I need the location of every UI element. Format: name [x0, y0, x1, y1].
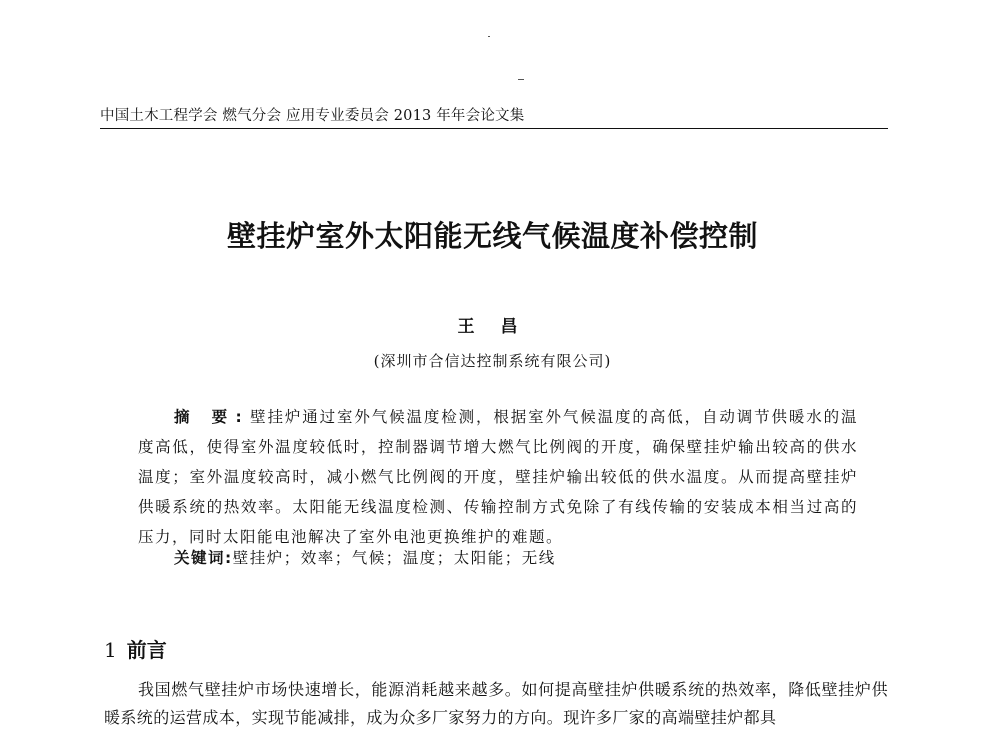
- scan-speck: [488, 36, 490, 37]
- keywords: [174, 546, 864, 568]
- keywords-label: 关键词:: [174, 549, 233, 567]
- keywords-text: 壁挂炉；效率；气候；温度；太阳能；无线: [232, 549, 556, 567]
- abstract-text: 壁挂炉通过室外气候温度检测，根据室外气候温度的高低，自动调节供暖水的温度高低，使得室外温度较低时，控制器调节增大燃气比例阀的开度，确保壁挂炉输出较高的供水温度；室外温度较高时，减小燃气比例阀的开度，壁挂炉输出较低的供水温度。从而提高壁挂炉供暖系统的热效率。太阳能无线温度检测、传输控制方式免除了有线传输的安装成本相当过高的压力，同时太阳能电池解决了室外电池更换维护的难题。: [138, 408, 858, 546]
- scan-speck: [518, 79, 524, 80]
- author-affiliation: (深圳市合信达控制系统有限公司): [373, 352, 612, 370]
- paper-title: 壁挂炉室外太阳能无线气候温度补偿控制: [226, 219, 758, 253]
- section-number: 1: [104, 638, 117, 662]
- author-name: 王 昌: [457, 317, 528, 337]
- section-title: 前言: [126, 638, 167, 662]
- abstract: [138, 402, 858, 552]
- section-heading: [104, 634, 167, 663]
- abstract-label: 摘 要:: [174, 408, 250, 426]
- running-header: 中国土木工程学会 燃气分会 应用专业委员会 2013 年年会论文集: [100, 104, 888, 129]
- body-paragraph: 我国燃气壁挂炉市场快速增长，能源消耗越来越多。如何提高壁挂炉供暖系统的热效率，降低壁挂炉供暖系统的运营成本，实现节能减排，成为众多厂家努力的方向。现许多厂家的高端壁挂炉都具: [104, 680, 888, 727]
